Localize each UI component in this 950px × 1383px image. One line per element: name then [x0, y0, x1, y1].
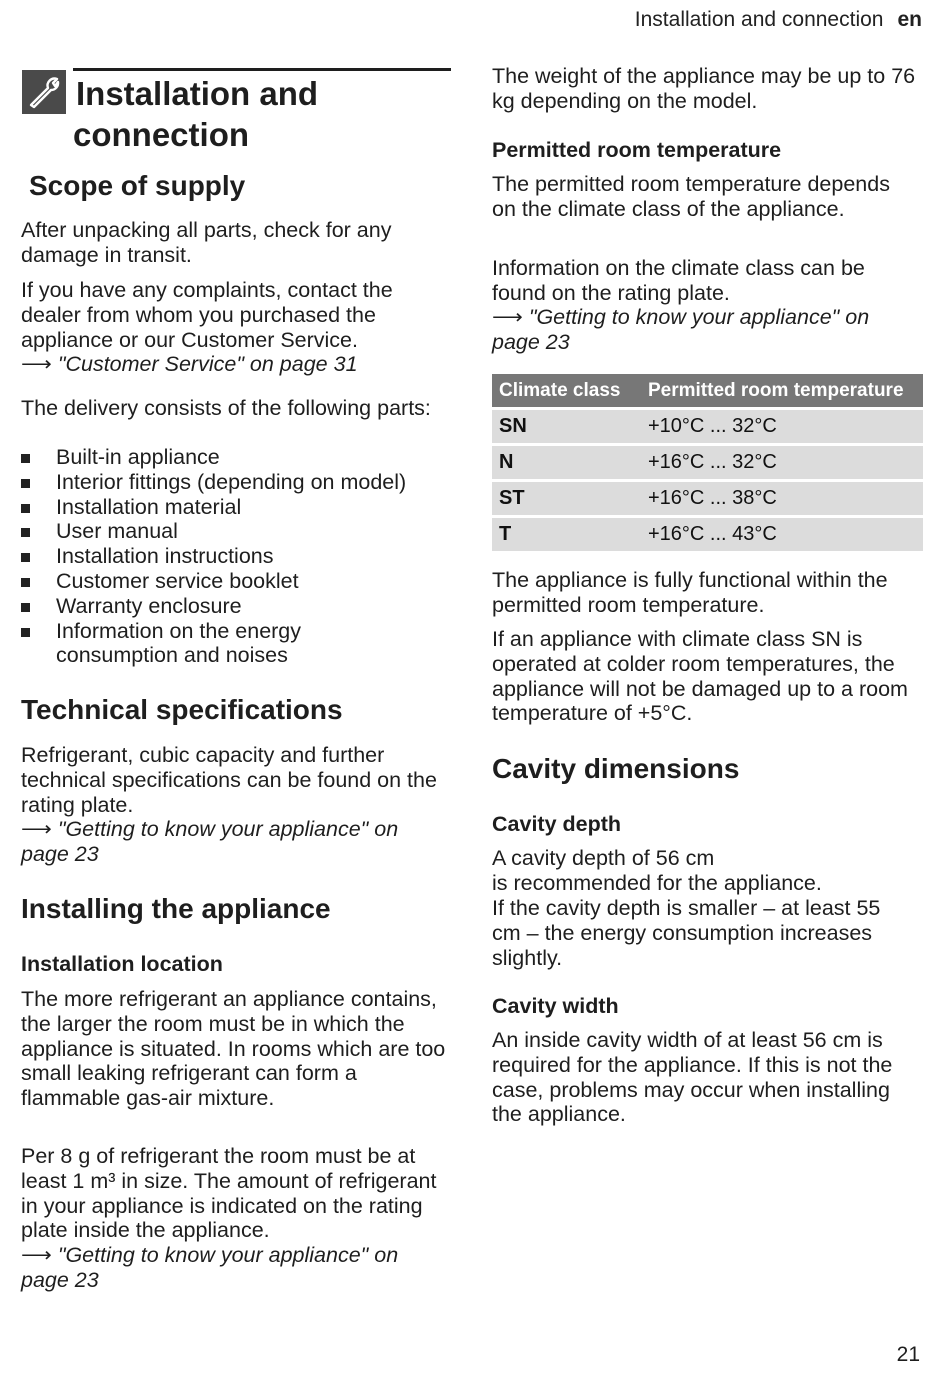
list-item — [21, 619, 356, 669]
table-row — [492, 409, 923, 445]
permitted-temperature-paragraph-2: Information on the climate class can be found on the rating plate. — [492, 256, 865, 305]
functional-range-paragraph: The appliance is fully functional within the permitted room temperature. — [492, 568, 888, 617]
climate-reference-text[interactable]: "Getting to know your appliance" on page 23 — [492, 305, 870, 354]
climate-class-table — [492, 374, 923, 551]
bullet-square-icon — [21, 454, 30, 463]
installation-location-paragraph-1: The more refrigerant an appliance contains, the larger the room must be in which the appliance is situated. In rooms which are too small leaking refrigerant can form a flammable gas-air mixture. — [21, 987, 446, 1111]
climate-class-table-wrapper — [492, 374, 923, 551]
temperature-range-cell: +16°C ... 38°C — [641, 481, 923, 517]
permitted-temperature-paragraph-1: The permitted room temperature depends on the climate class of the appliance. — [492, 172, 890, 221]
weight-paragraph: The weight of the appliance may be up to 76 kg depending on the model. — [492, 64, 916, 113]
cavity-depth-heading: Cavity depth — [492, 812, 622, 836]
installing-heading: Installing the appliance — [21, 893, 331, 924]
cavity-width-paragraph: An inside cavity width of at least 56 cm is required for the appliance. If this is not the case, problems may occur when installing the appliance. — [492, 1028, 893, 1127]
bullet-square-icon — [21, 603, 30, 612]
column-header-permitted-temperature: Permitted room temperature — [641, 374, 923, 409]
tech-specs-paragraph: Refrigerant, cubic capacity and further technical specifications can be found on the rating plate. — [21, 743, 437, 817]
scope-paragraph-2: If you have any complaints, contact the dealer from whom you purchased the appliance or our Customer Service. — [21, 278, 393, 352]
column-header-climate-class: Climate class — [492, 374, 641, 409]
cavity-dimensions-heading: Cavity dimensions — [492, 753, 740, 784]
permitted-temperature-cross-reference — [492, 305, 912, 355]
temperature-range-cell: +10°C ... 32°C — [641, 409, 923, 445]
list-item-text: Installation material — [56, 494, 242, 519]
delivery-parts-list — [21, 445, 453, 668]
cavity-depth-line-3: If the cavity depth is smaller – at least 55 cm – the energy consumption increases slightly. — [492, 896, 881, 970]
page-number: 21 — [896, 1343, 920, 1366]
table-header-row — [492, 374, 923, 409]
climate-class-cell: ST — [492, 481, 641, 517]
list-item-text: Warranty enclosure — [56, 593, 242, 618]
list-item-text: Built-in appliance — [56, 445, 220, 469]
climate-sn-paragraph: If an appliance with climate class SN is operated at colder room temperatures, the appliance will not be damaged up to a room temperature of +5°C. — [492, 627, 908, 726]
bullet-square-icon — [21, 479, 30, 488]
list-item — [21, 569, 453, 594]
climate-class-cell: N — [492, 445, 641, 481]
page-title-line-2: connection — [73, 116, 250, 153]
installation-reference-text[interactable]: "Getting to know your appliance" on page 23 — [21, 1243, 399, 1292]
page-title-line-1: Installation and — [76, 75, 319, 112]
cavity-width-heading: Cavity width — [492, 994, 619, 1018]
arrow-right-icon: ⟶ — [492, 305, 523, 329]
list-item — [21, 594, 453, 619]
permitted-temperature-heading: Permitted room temperature — [492, 138, 782, 162]
scope-reference-text[interactable]: "Customer Service" on page 31 — [57, 352, 358, 376]
list-item — [21, 445, 453, 470]
scope-heading: Scope of supply — [29, 170, 246, 201]
list-item-text: Interior fittings (depending on model) — [56, 469, 407, 494]
wrench-icon — [22, 70, 66, 114]
table-row — [492, 445, 923, 481]
list-item-text: User manual — [56, 519, 178, 544]
installation-location-cross-reference — [21, 1243, 441, 1293]
cavity-depth-line-2: is recommended for the appliance. — [492, 871, 822, 895]
climate-class-cell: T — [492, 517, 641, 552]
list-item-text: Installation instructions — [56, 544, 274, 569]
list-item — [21, 495, 453, 520]
table-row — [492, 481, 923, 517]
tech-specs-heading: Technical specifications — [21, 694, 343, 725]
installation-location-paragraph-2: Per 8 g of refrigerant the room must be at least 1 m³ in size. The amount of refrigerant in your appliance is indicated on the rating plate inside the appliance. — [21, 1144, 437, 1243]
scope-paragraph-3: The delivery consists of the following parts: — [21, 396, 431, 420]
bullet-square-icon — [21, 628, 30, 637]
tech-specs-cross-reference — [21, 817, 441, 867]
climate-class-cell: SN — [492, 409, 641, 445]
title-rule — [73, 68, 451, 71]
running-header-section: Installation and connection — [634, 8, 884, 31]
arrow-right-icon: ⟶ — [21, 352, 52, 376]
cavity-depth-line-1: A cavity depth of 56 cm — [492, 846, 715, 870]
bullet-square-icon — [21, 504, 30, 513]
temperature-range-cell: +16°C ... 43°C — [641, 517, 923, 552]
arrow-right-icon: ⟶ — [21, 1243, 52, 1267]
list-item — [21, 470, 453, 495]
running-header — [635, 8, 922, 32]
bullet-square-icon — [21, 528, 30, 537]
list-item — [21, 544, 453, 569]
bullet-square-icon — [21, 553, 30, 562]
table-row — [492, 517, 923, 552]
list-item-text: Information on the energy consumption and noises — [56, 618, 302, 668]
tech-reference-text[interactable]: "Getting to know your appliance" on page 23 — [21, 817, 399, 866]
arrow-right-icon: ⟶ — [21, 817, 52, 841]
bullet-square-icon — [21, 578, 30, 587]
installation-location-heading: Installation location — [21, 952, 223, 976]
scope-cross-reference — [21, 352, 453, 377]
language-code: en — [897, 8, 922, 31]
list-item-text: Customer service booklet — [56, 568, 299, 593]
scope-paragraph-1: After unpacking all parts, check for any damage in transit. — [21, 218, 392, 267]
list-item — [21, 519, 453, 544]
temperature-range-cell: +16°C ... 32°C — [641, 445, 923, 481]
